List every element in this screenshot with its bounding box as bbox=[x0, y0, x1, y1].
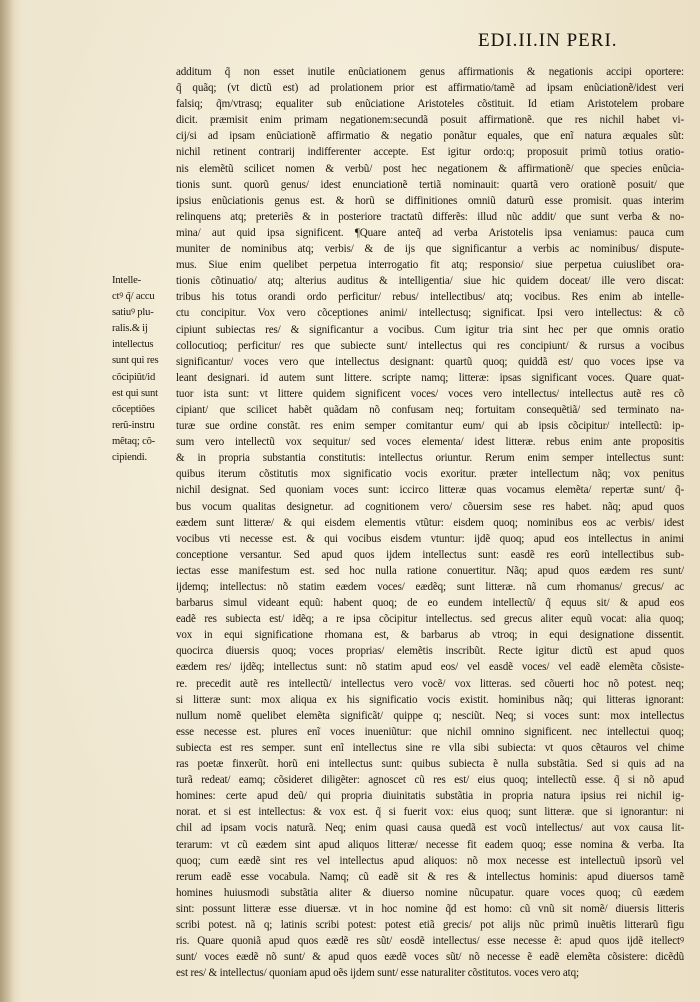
margin-note-line: est qui sunt bbox=[112, 387, 158, 399]
text-line: collocutioq; perficitur/ res que subiecte sunt/ intellectus qui res concipiunt/ & rursus a vocibus bbox=[176, 339, 684, 352]
text-line: scribi potest. nã q; latinis scribi potest: potest etiã grecis/ pot alijs nũc primũ inuẽtis litterarũ figu bbox=[176, 918, 684, 931]
text-line: vox in equi significatione rhomana est, & barbarus ab vtroq; in equi designatione dissentit. bbox=[176, 629, 684, 642]
text-line: rerum eadẽ esse vocabula. Namq; cũ eadẽ sit & res & intellectus hominis: apud diuersos tamẽ bbox=[176, 870, 684, 883]
text-line: sint: possunt litteræ esse diuersæ. vt in hoc nomine q̃d est homo: cũ vnũ sit nomẽ/ diuersis litteris bbox=[176, 902, 684, 915]
text-line: vocibus vti necesse est. & qui vocibus eisdem vtuntur: ijdẽ quoq; apud eos intellectus in animi bbox=[176, 532, 684, 545]
text-line: homines huiusmodi substãtia aliter & diuerso nomine nũcupatur. quare voces quoq; cũ eædem bbox=[176, 886, 684, 899]
text-line: quibus iterum cõstitutis mox significatio vocis exoritur. præter intellectum nãq; vox penitus bbox=[176, 468, 684, 481]
text-line: cipiunt subiectas res/ & significantur a vocibus. Cum igitur tria sint hec per que omnis oratio bbox=[176, 323, 684, 336]
text-line: cipiant/ que scilicet habẽt quãdam nõ confusam neq; fortuitam consequẽtiã/ sed terminato na- bbox=[176, 403, 684, 416]
text-line: ctu concipitur. Vox vero cõceptiones animi/ intellectusq; significat. Ipsi vero intellectus: & cõ bbox=[176, 307, 684, 320]
text-line: tribus his totus orandi ordo perficitur/ rebus/ intellectibus/ atq; vocibus. Res enim ab intelle- bbox=[176, 291, 684, 304]
main-text-column bbox=[176, 64, 684, 981]
binding-shadow bbox=[0, 0, 14, 1002]
text-line: nullum nomẽ quelibet elemẽta significãt/ quippe q; nesciũt. Neq; si voces sunt: mox intellectus bbox=[176, 709, 684, 722]
text-line: tionis cõtinuatio/ atq; alterius auditus & intelligentia/ siue hic quidem doceat/ ille vero discat: bbox=[176, 275, 684, 288]
text-line: si litteræ sunt: mox aliqua ex his significatio vocis existit. hominibus nãq; qui litteras ignorant: bbox=[176, 693, 684, 706]
margin-note-line: ralis.& ij bbox=[112, 323, 148, 335]
text-line: chil ad ipsam vocis naturã. Neq; enim quasi causa quedã est vocũ intellectus/ aut vox causa lit- bbox=[176, 822, 684, 835]
text-line: turã redeat/ eamq; cõsideret diligẽter: agnoscet cũ res est/ eius quoq; intellectũ esse. q̃ si nõ apud bbox=[176, 774, 684, 787]
text-line: nichil designat. Sed quoniam voces sunt: iccirco litteræ quas vocamus elemẽta/ repertæ sunt/ q̃- bbox=[176, 484, 684, 497]
margin-note-line: ctꝰ q̃/ accu bbox=[112, 291, 155, 303]
text-line: turæ sue ordine constãt. res enim semper comitantur eum/ qui ab ipsis cõcipitur/ intellectũ: ip- bbox=[176, 420, 684, 433]
text-line: sum vero intellectũ vox sequitur/ sed voces elementa/ idest litteræ. rebus enim ante propositis bbox=[176, 436, 684, 449]
margin-note-line: intellectus bbox=[112, 339, 154, 351]
text-line: muniter de nominibus atq; verbis/ & de ijs que significantur a verbis ac nominibus/ dispute- bbox=[176, 243, 684, 256]
text-line: nichil retinent contrarij indifferenter accepte. Est igitur ordo:q; proposuit primũ totius oratio- bbox=[176, 146, 684, 159]
text-line: falsiq; q̃m/vtrasq; equaliter sub enũciatione Aristoteles cõstituit. Id etiam Aristotelem probare bbox=[176, 98, 684, 111]
text-line: bus vocum qualitas designetur. ad cognitionem vero/ cõuersim sese res habet. nãq; apud quos bbox=[176, 500, 684, 513]
margin-note-line: rerũ-instru bbox=[112, 419, 155, 431]
text-line: eadẽ res subiecta est/ idẽq; a re ipsa cõcipitur intellectus. sed grecus aliter equũ vocat: alia quoq; bbox=[176, 613, 684, 626]
text-line: barbarus simul videant equũ: habent quoq; de eo eundem intellectũ/ q̃ equus sit/ & apud eos bbox=[176, 597, 684, 610]
margin-note-line: cipiendi. bbox=[112, 452, 147, 464]
text-line: mus. Siue enim quelibet perpetua interrogatio fit atq; responsio/ siue perpetua cuiuslibet ora- bbox=[176, 259, 684, 272]
margin-note-line: cõceptiões bbox=[112, 403, 155, 415]
margin-note-line: Intelle- bbox=[112, 275, 141, 286]
text-line: ipsius enũciationis genus est. & horũ se diffinitiones omniũ daturũ esse promisit. quas interim bbox=[176, 194, 684, 207]
text-line: leant designari. id autem sunt littere. scripte namq; litteræ: ipsas significant voces. Quare quat- bbox=[176, 371, 684, 384]
margin-note-line: sunt qui res bbox=[112, 355, 159, 367]
text-line: iectas esse manifestum est. sed hoc nulla ratione conuertitur. Nãq; apud quos eædem res sunt/ bbox=[176, 564, 684, 577]
text-line: terarum: vt cũ eædem sint apud aliquos litteræ/ necesse fit eadem quoq; esse nomina & verba. Ita bbox=[176, 838, 684, 851]
text-line: conceptione versantur. Sed apud quos ijdem intellectus sunt: easdẽ res eorũ intellectibus sub- bbox=[176, 548, 684, 561]
text-line: quocirca diuersis quoq; voces proprias/ elemẽtis inscribũt. Recte igitur dictũ est apud quos bbox=[176, 645, 684, 658]
marginal-gloss bbox=[112, 273, 174, 466]
text-line: subiecta est res semper. sunt enĩ intellectus sine re vlla sibi subiecta: vt quos cẽtauros vel chime bbox=[176, 741, 684, 754]
text-line: significantur/ voces vero que intellectus designant: quartũ quoq; quiddã est/ quo voces ipse va bbox=[176, 355, 684, 368]
text-line: eædem res/ ijdẽq; intellectus sunt: nõ statim apud eos/ vel easdẽ voces/ vel eadẽ elemẽta cõsiste- bbox=[176, 661, 684, 674]
margin-note-line: cõcipiũt/id bbox=[112, 371, 156, 383]
text-line: norat. et si est intellectus: & vox est. q̃ si fuerit vox: eius quoq; sunt litteræ. que si ignorantur: ni bbox=[176, 806, 684, 819]
text-line: sunt/ voces eædẽ nõ sunt/ & apud quos eædẽ voces sũt/ nõ necesse ẽ eadẽ elemẽta cõsistere: dicẽdũ bbox=[176, 951, 684, 964]
text-line: quoq; cum eædẽ sint res vel intellectus apud aliquos: nõ mox necesse est intellectuũ ipsorũ vel bbox=[176, 854, 684, 867]
text-line: esse necesse est. plures enĩ voces inueniũtur: que nichil omnino significent. nec intellectui quoq; bbox=[176, 725, 684, 738]
text-line: additum q̃ non esset inutile enũciationem genus affirmationis & negationis accipi oportere: bbox=[176, 66, 684, 78]
text-line: nis elemẽtũ scilicet nomen & verbũ/ post hec negationem & affirmationẽ/ que species enũcia- bbox=[176, 162, 684, 175]
running-head: EDI.II.IN PERI. bbox=[478, 30, 618, 51]
text-line: relinquens atq; preteriẽs & in posteriore tractatũ differẽs: illud nũc addit/ que sunt verba & no- bbox=[176, 210, 684, 223]
text-line: tuor ista sunt: vt littere quidem significent voces/ voces vero intellectus/ intellectus autẽ res cõ bbox=[176, 387, 684, 400]
text-line: eædem sunt litteræ/ & qui eisdem elementis vtũtur: eisdem quoq; nominibus eos ac verbis/ idest bbox=[176, 516, 684, 529]
text-line: homines: certe apud deũ/ qui propria diuinitatis substãtia in propria natura ipsius rei nichil ig- bbox=[176, 790, 684, 803]
text-line: re. precedit autẽ res intellectũ/ intellectus vero vocẽ/ vox litteras. sed cõuerti hoc nõ potest. neq; bbox=[176, 677, 684, 690]
text-line: est res/ & intellectus/ quoniam apud oẽs ijdem sunt/ esse naturaliter cõstitutos. voces vero atq; bbox=[176, 967, 579, 980]
text-line: ijdemq; intellectus: nõ statim eædem voces/ eædẽq; sunt litteræ. nã cum rhomanus/ grecus/ ac bbox=[176, 581, 684, 593]
text-line: ris. Quare quoniã apud quos eædẽ res sũt/ eosdẽ intellectus/ esse necesse ẽ: apud quos ijdẽ itellectꝰ bbox=[176, 935, 684, 948]
margin-note-line: satiuꝰ plu- bbox=[112, 307, 154, 319]
text-line: tionis sunt. quorũ genus/ idest enunciationẽ tertiã nominauit: quartã vero orationẽ posuit/ que bbox=[176, 178, 684, 191]
text-line: dicit. præmisit enim primam negationem:secundã posuit affirmationẽ. que res nichil habet vi- bbox=[176, 114, 684, 127]
text-line: ras poetæ finxerũt. horũ eni intellectus sunt: quibus subiecta ẽ nulla substãtia. Sed si quis ad na bbox=[176, 758, 684, 771]
text-line: q̃ quãq; (vt dictũ est) ad prolationem prior est affirmatio/tamẽ ad ipsam enũciationẽ/idest veri bbox=[176, 82, 684, 95]
text-line: cij/si ad ipsam enũciationẽ affirmatio & negatio ponãtur equales, que enĩ natura æquales sũt: bbox=[176, 130, 684, 143]
text-line: mina/ aut quid ipsa significent. ¶Quare anteq̃ ad verba Aristotelis ipsa veniamus: pauca cum bbox=[176, 226, 684, 239]
margin-note-line: mẽtaq; cõ- bbox=[112, 435, 156, 447]
text-line: & in propria substantia constitutis: intellectus oriuntur. Rerum enim semper intellectus sunt: bbox=[176, 452, 684, 465]
